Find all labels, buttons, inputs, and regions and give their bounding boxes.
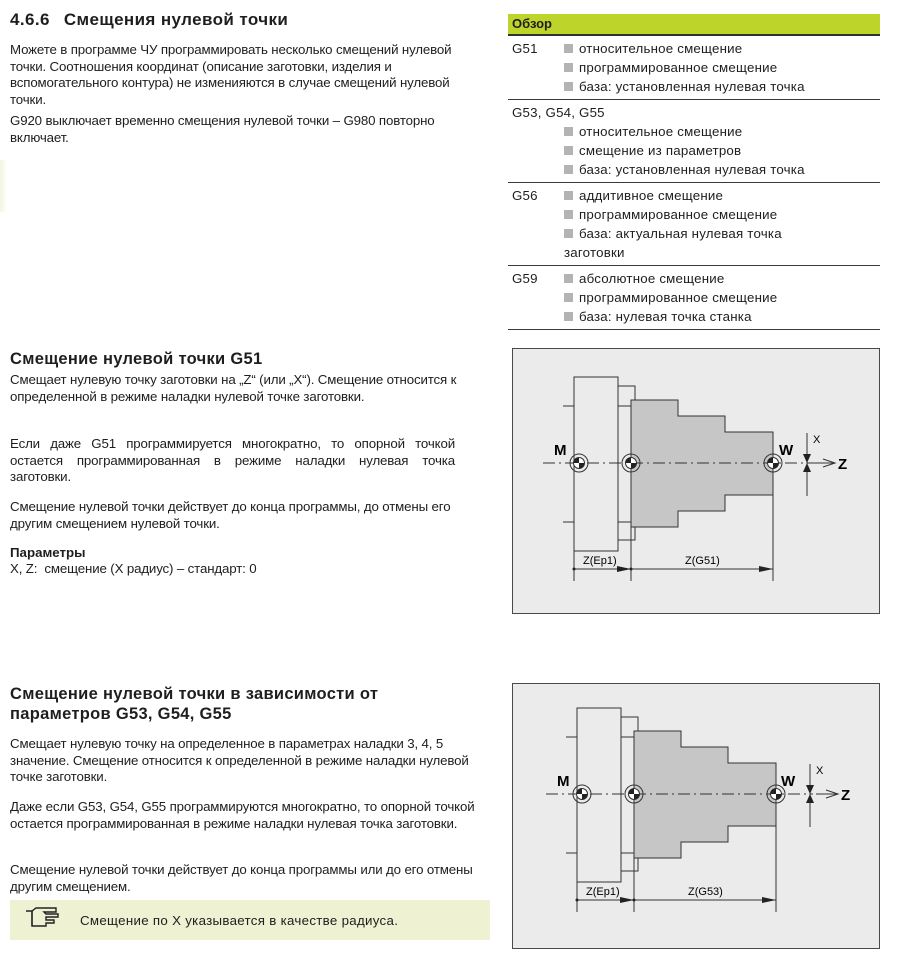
g51-heading: Смещение нулевой точки G51 (10, 350, 263, 368)
g51-params-heading: Параметры (10, 545, 86, 560)
svg-text:W: W (779, 442, 794, 459)
svg-text:Z(G51): Z(G51) (685, 555, 720, 567)
bullet-square-icon (564, 191, 573, 200)
overview-code: G56 (512, 188, 538, 203)
g53-heading (10, 684, 490, 724)
bullet-square-icon (564, 63, 573, 72)
overview-code: G59 (512, 271, 538, 286)
g53-note-text: Смещение по X указывается в качестве радиуса. (80, 912, 399, 928)
g53-heading-line-2: параметров G53, G54, G55 (10, 705, 232, 723)
g51-paragraph-1: Смещает нулевую точку заготовки на „Z“ (или „X“). Смещение относится к определенной в режиме наладки нулевой точке заготовки. (10, 372, 457, 404)
g51-paragraph-3: Смещение нулевой точки действует до конца программы, до отмены его другим смещением нулевой точки. (10, 499, 451, 531)
overview-header: Обзор (508, 14, 880, 36)
overview-item: база: нулевая точка станка (564, 307, 880, 326)
bullet-square-icon (564, 293, 573, 302)
svg-text:W: W (781, 773, 796, 790)
overview-item: программированное смещение (564, 288, 880, 307)
overview-item: программированное смещение (564, 58, 880, 77)
svg-text:Z(Ep1): Z(Ep1) (586, 886, 620, 898)
g53-diagram (512, 683, 880, 949)
margin-tab-marker (0, 160, 7, 212)
bullet-square-icon (564, 127, 573, 136)
g53-paragraph-1: Смещает нулевую точку на определенное в параметрах наладки 3, 4, 5 значение. Смещение относится к определенной в режиме наладки нулевой точке заготовки. (10, 736, 469, 784)
section-heading (10, 10, 288, 30)
svg-text:Z: Z (838, 456, 848, 473)
bullet-square-icon (564, 146, 573, 155)
bullet-square-icon (564, 44, 573, 53)
bullet-square-icon (564, 229, 573, 238)
g53-heading-line-1: Смещение нулевой точки в зависимости от (10, 685, 379, 703)
svg-text:X: X (816, 765, 824, 777)
bullet-square-icon (564, 312, 573, 321)
overview-item: база: установленная нулевая точка (564, 160, 880, 179)
g53-lathe-drawing (513, 684, 878, 947)
g51-diagram (512, 348, 880, 614)
overview-item: относительное смещение (564, 39, 880, 58)
overview-item: база: актуальная нулевая точка (564, 224, 880, 243)
overview-group-g51 (508, 36, 880, 100)
pointing-hand-icon (24, 907, 64, 934)
intro-paragraph-2: G920 выключает временно смещения нулевой точки – G980 повторно включает. (10, 113, 435, 145)
overview-group-g53-g54-g55 (508, 100, 880, 183)
bullet-square-icon (564, 165, 573, 174)
section-title: Смещения нулевой точки (63, 10, 289, 29)
overview-item: аддитивное смещение (564, 186, 880, 205)
svg-text:Z(G53): Z(G53) (688, 886, 723, 898)
bullet-square-icon (564, 274, 573, 283)
g51-lathe-drawing (513, 349, 878, 612)
svg-text:Z(Ep1): Z(Ep1) (583, 555, 617, 567)
overview-item: абсолютное смещение (564, 269, 880, 288)
svg-text:X: X (813, 434, 821, 446)
section-number: 4.6.6 (10, 10, 50, 29)
overview-item: программированное смещение (564, 205, 880, 224)
bullet-square-icon (564, 210, 573, 219)
overview-group-g56 (508, 183, 880, 266)
g53-note-box (10, 900, 490, 940)
overview-code: G53, G54, G55 (512, 105, 605, 120)
overview-item-continuation: заготовки (564, 245, 625, 260)
g53-paragraph-2: Даже если G53, G54, G55 программируются многократно, то опорной точкой остается программированная в режиме наладки нулевая точка заготовки. (10, 799, 475, 831)
overview-code: G51 (512, 41, 538, 56)
g51-paragraph-2: Если даже G51 программируется многократно, то опорной точкой остается программированная в режиме наладки нулевая точка заготовки. (10, 436, 455, 484)
svg-text:M: M (554, 442, 567, 459)
svg-text:M: M (557, 773, 570, 790)
intro-paragraph-1: Можете в программе ЧУ программировать несколько смещений нулевой точки. Соотношения координат (описание заготовки, изделия и вспомогательного контура) не изменияются в случае смещений нулевой точки. (10, 42, 452, 107)
overview-item: база: установленная нулевая точка (564, 77, 880, 96)
overview-box (508, 14, 880, 330)
g53-paragraph-3: Смещение нулевой точки действует до конца программы или до его отмены другим смещением. (10, 862, 473, 894)
overview-item: относительное смещение (564, 122, 880, 141)
overview-group-g59 (508, 266, 880, 330)
overview-item: смещение из параметров (564, 141, 880, 160)
bullet-square-icon (564, 82, 573, 91)
svg-text:Z: Z (841, 787, 851, 804)
g51-params-line: X, Z: смещение (X радиус) – стандарт: 0 (10, 561, 257, 576)
